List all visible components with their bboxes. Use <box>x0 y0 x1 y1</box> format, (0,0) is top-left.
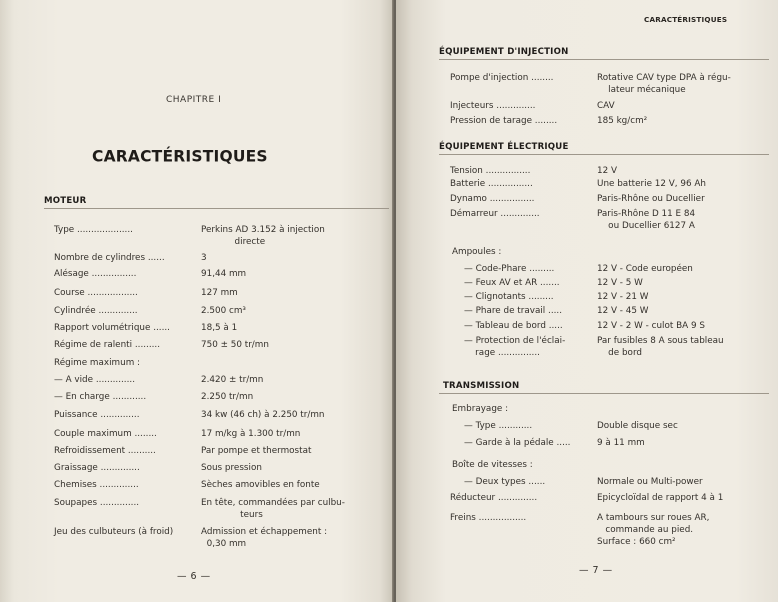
spec-value: 12 V - Code européen <box>597 264 693 274</box>
spec-label: Chemises .............. <box>54 480 139 490</box>
section-electrique-title: ÉQUIPEMENT ÉLECTRIQUE <box>439 142 569 152</box>
ampoules-label: Ampoules : <box>452 247 502 257</box>
section-transmission-title: TRANSMISSION <box>443 381 520 391</box>
spec-value: 127 mm <box>201 288 238 298</box>
spec-value: 34 kw (46 ch) à 2.250 tr/mn <box>201 410 325 420</box>
section-divider <box>439 154 769 155</box>
spec-label: — Protection de l'éclai- rage ............... <box>464 336 566 358</box>
spec-value: Normale ou Multi-power <box>597 477 703 487</box>
spec-label: Nombre de cylindres ...... <box>54 253 165 263</box>
spec-label: — Clignotants ......... <box>464 292 554 302</box>
spec-value: Double disque sec <box>597 421 678 431</box>
spec-label: Alésage ................ <box>54 269 137 279</box>
boite-label: Boîte de vitesses : <box>452 460 533 470</box>
embrayage-label: Embrayage : <box>452 404 509 414</box>
spec-label: Cylindrée .............. <box>54 306 138 316</box>
section-divider <box>439 393 769 394</box>
spec-value: 185 kg/cm² <box>597 116 648 126</box>
spec-label: Soupapes .............. <box>54 498 140 508</box>
spec-value: 2.250 tr/mn <box>201 392 254 402</box>
spec-value: A tambours sur roues AR, commande au pied. Surface : 660 cm² <box>597 513 710 547</box>
spec-label: Démarreur .............. <box>450 209 540 219</box>
spec-value: Sèches amovibles en fonte <box>201 480 320 490</box>
spec-value: 3 <box>201 253 207 263</box>
spec-value: Rotative CAV type DPA à régu- lateur mécanique <box>597 73 731 95</box>
spec-value: En tête, commandées par culbu- teurs <box>201 498 345 520</box>
spec-label: — Feux AV et AR ....... <box>464 278 560 288</box>
spec-value: 12 V - 2 W - culot BA 9 S <box>597 321 705 331</box>
spec-label: Rapport volumétrique ...... <box>54 323 170 333</box>
spec-label: — Garde à la pédale ..... <box>464 438 571 448</box>
spec-label: — Tableau de bord ..... <box>464 321 563 331</box>
spec-value: Admission et échappement : 0,30 mm <box>201 527 328 549</box>
spec-value: Par pompe et thermostat <box>201 446 312 456</box>
spec-value: 17 m/kg à 1.300 tr/mn <box>201 429 301 439</box>
spec-label: — A vide .............. <box>54 375 135 385</box>
spec-label: — Phare de travail ..... <box>464 306 563 316</box>
spec-value: 12 V - 5 W <box>597 278 643 288</box>
page-number-left: — 6 — <box>177 571 211 582</box>
spec-value: Perkins AD 3.152 à injection directe <box>201 225 325 247</box>
spec-label: Puissance .............. <box>54 410 140 420</box>
spec-label: — Code-Phare ......... <box>464 264 555 274</box>
spec-value: 91,44 mm <box>201 269 247 279</box>
spec-label: — Deux types ...... <box>464 477 546 487</box>
chapter-heading: CHAPITRE I <box>166 95 222 105</box>
spec-label: Type .................... <box>54 225 133 235</box>
spec-value: 12 V - 21 W <box>597 292 649 302</box>
spec-value: 9 à 11 mm <box>597 438 645 448</box>
spec-value: 2.420 ± tr/mn <box>201 375 264 385</box>
section-divider <box>439 59 769 60</box>
spec-label: Course .................. <box>54 288 138 298</box>
spec-value: Par fusibles 8 A sous tableau de bord <box>597 336 724 358</box>
spec-label: Injecteurs .............. <box>450 101 536 111</box>
spec-label: — Type ............ <box>464 421 533 431</box>
spec-label: — En charge ............ <box>54 392 147 402</box>
spec-value: 750 ± 50 tr/mn <box>201 340 269 350</box>
spec-value: Paris-Rhône ou Ducellier <box>597 194 705 204</box>
running-header: CARACTÉRISTIQUES <box>644 15 728 24</box>
section-moteur-title: MOTEUR <box>44 196 87 206</box>
spec-value: CAV <box>597 101 615 111</box>
page-title: CARACTÉRISTIQUES <box>92 146 268 166</box>
spec-label: Réducteur .............. <box>450 493 538 503</box>
spec-value: 12 V - 45 W <box>597 306 649 316</box>
spec-value: 18,5 à 1 <box>201 323 238 333</box>
spec-value: 12 V <box>597 166 618 176</box>
spec-value: 2.500 cm³ <box>201 306 246 316</box>
spec-label: Tension ................ <box>450 166 531 176</box>
spec-label: Couple maximum ........ <box>54 429 157 439</box>
spec-value: Sous pression <box>201 463 262 473</box>
page-number-right: — 7 — <box>579 565 613 576</box>
spec-label: Régime maximum : <box>54 358 141 368</box>
spec-value: Epicycloïdal de rapport 4 à 1 <box>597 493 724 503</box>
spec-label: Refroidissement .......... <box>54 446 156 456</box>
spec-label: Dynamo ................ <box>450 194 535 204</box>
section-divider <box>44 208 389 209</box>
spec-value: Paris-Rhône D 11 E 84 ou Ducellier 6127 A <box>597 209 696 231</box>
spec-label: Pression de tarage ........ <box>450 116 558 126</box>
spec-label: Graissage .............. <box>54 463 140 473</box>
spec-label: Pompe d'injection ........ <box>450 73 554 83</box>
spec-value: Une batterie 12 V, 96 Ah <box>597 179 706 189</box>
spec-label: Jeu des culbuteurs (à froid) <box>54 527 174 537</box>
spec-label: Batterie ................ <box>450 179 533 189</box>
right-page <box>396 0 778 602</box>
spec-label: Régime de ralenti ......... <box>54 340 161 350</box>
section-injection-title: ÉQUIPEMENT D'INJECTION <box>439 47 569 57</box>
spec-label: Freins ................. <box>450 513 527 523</box>
